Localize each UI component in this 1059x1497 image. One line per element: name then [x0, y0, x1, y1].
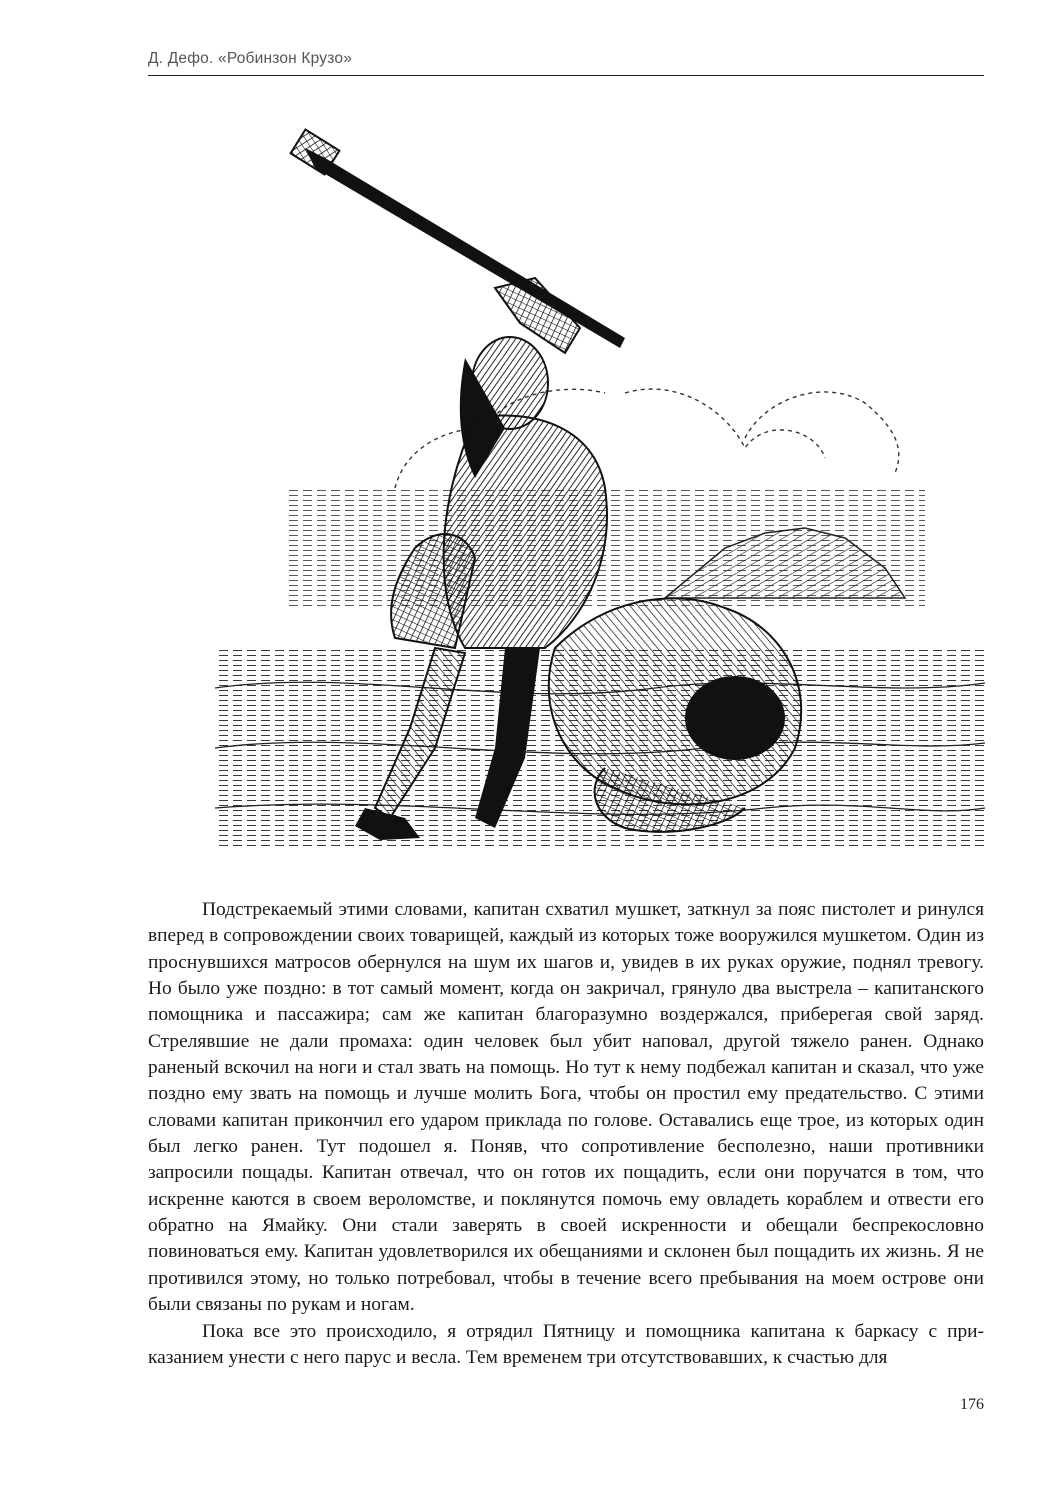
- paragraph: Пока все это происходило, я отрядил Пятницу и помощника капитана к баркасу с приказанием унести с него парус и весла. Тем временем три отсутствовавших, к счастью для: [148, 1320, 984, 1368]
- header-rule: [148, 75, 984, 76]
- running-head: Д. Дефо. «Робинзон Крузо»: [148, 50, 353, 67]
- page-number: 176: [960, 1396, 984, 1413]
- body-text: [148, 897, 984, 1371]
- paragraph: Подстрекаемый этими словами, капитан схватил мушкет, заткнул за пояс пистолет и ринулся вперед в сопровождении своих товарищей, каждый из которых тоже вооружился мушкетом. Один из проснувшихся матросов обернулся на шум их шагов и, увидев в их руках оружие, поднял тревогу. Но было уже поздно: в тот самый момент, когда он закричал, грянуло два выстрела – капитанского помощника и пассажира; сам же капитан благоразумно воздержался, приберегая свой заряд. Стрелявшие не дали промаха: один человек был убит наповал, другой тяжело ранен. Однако раненый вскочил на ноги и стал звать на помощь. Но тут к нему подбежал капитан и сказал, что уже поздно ему звать на помощь и лучше молить Бога, чтобы он простил ему предательство. С этими словами капитан прикончил его ударом приклада по голове. Оставались еще трое, из которых один был легко ранен. Тут подошел я. Поняв, что сопротивление бесполезно, наши противники запросили пощады. Капитан отвечал, что он готов их пощадить, если они поручатся в том, что искренне каются в своем вероломстве, и поклянутся помочь ему овладеть кораблем и отвести его обратно на Ямайку. Они стали заверять в своей искренности и обещали беспрекословно повиноваться ему. Капитан удовлетворился их обещаниями и склонен был пощадить их жизнь. Я не противился этому, но только потребовал, чтобы в течение всего пребывания на моем острове они были связаны по рукам и ногам.: [148, 899, 984, 1316]
- musket: [291, 130, 625, 348]
- engraving-illustration: [205, 128, 995, 858]
